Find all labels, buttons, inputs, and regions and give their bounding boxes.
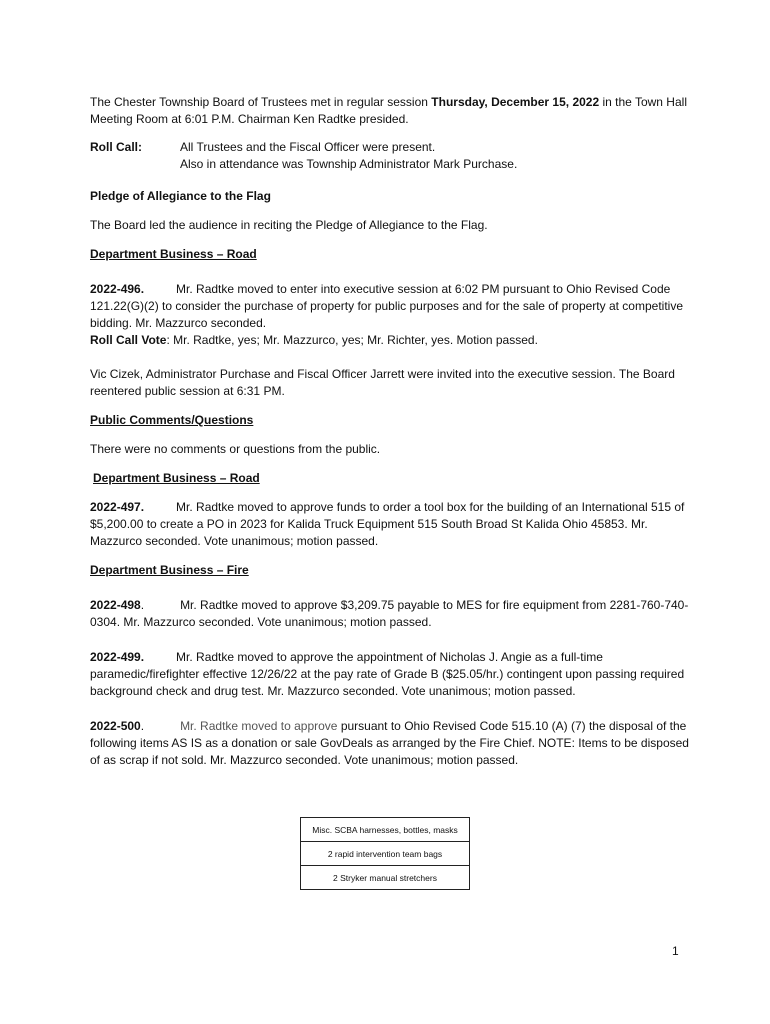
punct: . — [140, 598, 145, 612]
motion-2022-499 — [90, 649, 690, 700]
roll-call-vote-label: Roll Call Vote — [90, 333, 167, 347]
executive-session-note: Vic Cizek, Administrator Purchase and Fiscal Officer Jarrett were invited into the executive session. The Board reentered public session at 6:31 PM. — [90, 367, 675, 398]
punct: . — [140, 719, 145, 733]
roll-call-line: Also in attendance was Township Administrator Mark Purchase. — [180, 157, 518, 171]
motion-2022-498 — [90, 597, 690, 631]
section-heading-road: Department Business – Road — [93, 471, 260, 485]
table-cell: 2 rapid intervention team bags — [301, 842, 470, 866]
pledge-text: The Board led the audience in reciting the Pledge of Allegiance to the Flag. — [90, 218, 488, 232]
table-row — [301, 818, 470, 842]
motion-text-cont: pursuant to Ohio Revised Code 515.10 (A) (7) the disposal of the following items AS IS as a donation or sale GovDeals as arranged by the Fire Chief. NOTE: Items to be disposed of as scrap if not sold. Mr. Mazzurco seconded. Vote unanimous; motion passed. — [90, 719, 689, 767]
motion-number: 2022-500 — [90, 719, 141, 733]
motion-number: 2022-498 — [90, 598, 141, 612]
section-heading-public-comments: Public Comments/Questions — [90, 413, 254, 427]
motion-text: Mr. Radtke moved to approve the appointment of Nicholas J. Angie as a full-time paramedic/firefighter effective 12/26/22 at the pay rate of Grade B ($25.05/hr.) contingent upon passing required background check and drug test. Mr. Mazzurco seconded. Vote unanimous; motion passed. — [90, 650, 685, 698]
intro-paragraph — [90, 94, 690, 128]
roll-call-vote — [90, 332, 690, 349]
motion-number: 2022-499. — [90, 650, 145, 664]
motion-number: 2022-496. — [90, 282, 145, 296]
table-row — [301, 866, 470, 890]
roll-call-line: All Trustees and the Fiscal Officer were present. — [180, 140, 436, 154]
motion-text: Mr. Radtke moved to approve funds to order a tool box for the building of an International 515 of $5,200.00 to create a PO in 2023 for Kalida Truck Equipment 515 South Broad St Kalida Ohio 45853. Mr. Mazzurco seconded. Vote unanimous; motion passed. — [90, 500, 685, 548]
section-heading-pledge: Pledge of Allegiance to the Flag — [90, 189, 271, 203]
motion-2022-497 — [90, 499, 690, 550]
roll-call-vote-text: : Mr. Radtke, yes; Mr. Mazzurco, yes; Mr. Richter, yes. Motion passed. — [166, 333, 538, 347]
motion-number: 2022-497. — [90, 500, 145, 514]
meeting-date: Thursday, December 15, 2022 — [431, 95, 600, 109]
section-heading-fire: Department Business – Fire — [90, 563, 249, 577]
page-number: 1 — [672, 944, 679, 958]
public-comments-text: There were no comments or questions from the public. — [90, 442, 381, 456]
motion-text: Mr. Radtke moved to enter into executive session at 6:02 PM pursuant to Ohio Revised Code 121.22(G)(2) to consider the purchase of property for public purposes and for the sale of property at competitive bidding. Mr. Mazzurco seconded. — [90, 282, 683, 330]
motion-text: Mr. Radtke moved to approve $3,209.75 payable to MES for fire equipment from 2281-760-740-0304. Mr. Mazzurco seconded. Vote unanimous; motion passed. — [90, 598, 689, 629]
table-row — [301, 842, 470, 866]
roll-call-label: Roll Call: — [90, 140, 143, 154]
intro-text-end: in the Town Hall Meeting Room at 6:01 P.M. Chairman Ken Radtke presided. — [90, 95, 687, 126]
disposal-items-table — [300, 817, 470, 890]
table-cell: 2 Stryker manual stretchers — [301, 866, 470, 890]
section-heading-road: Department Business – Road — [90, 247, 257, 261]
table-cell: Misc. SCBA harnesses, bottles, masks — [301, 818, 470, 842]
intro-text: The Chester Township Board of Trustees met in regular session — [90, 95, 432, 109]
motion-2022-496 — [90, 281, 690, 332]
minutes-body — [90, 92, 690, 769]
roll-call — [90, 139, 690, 173]
motion-2022-500 — [90, 718, 690, 769]
motion-text: Mr. Radtke moved to approve — [180, 719, 338, 733]
